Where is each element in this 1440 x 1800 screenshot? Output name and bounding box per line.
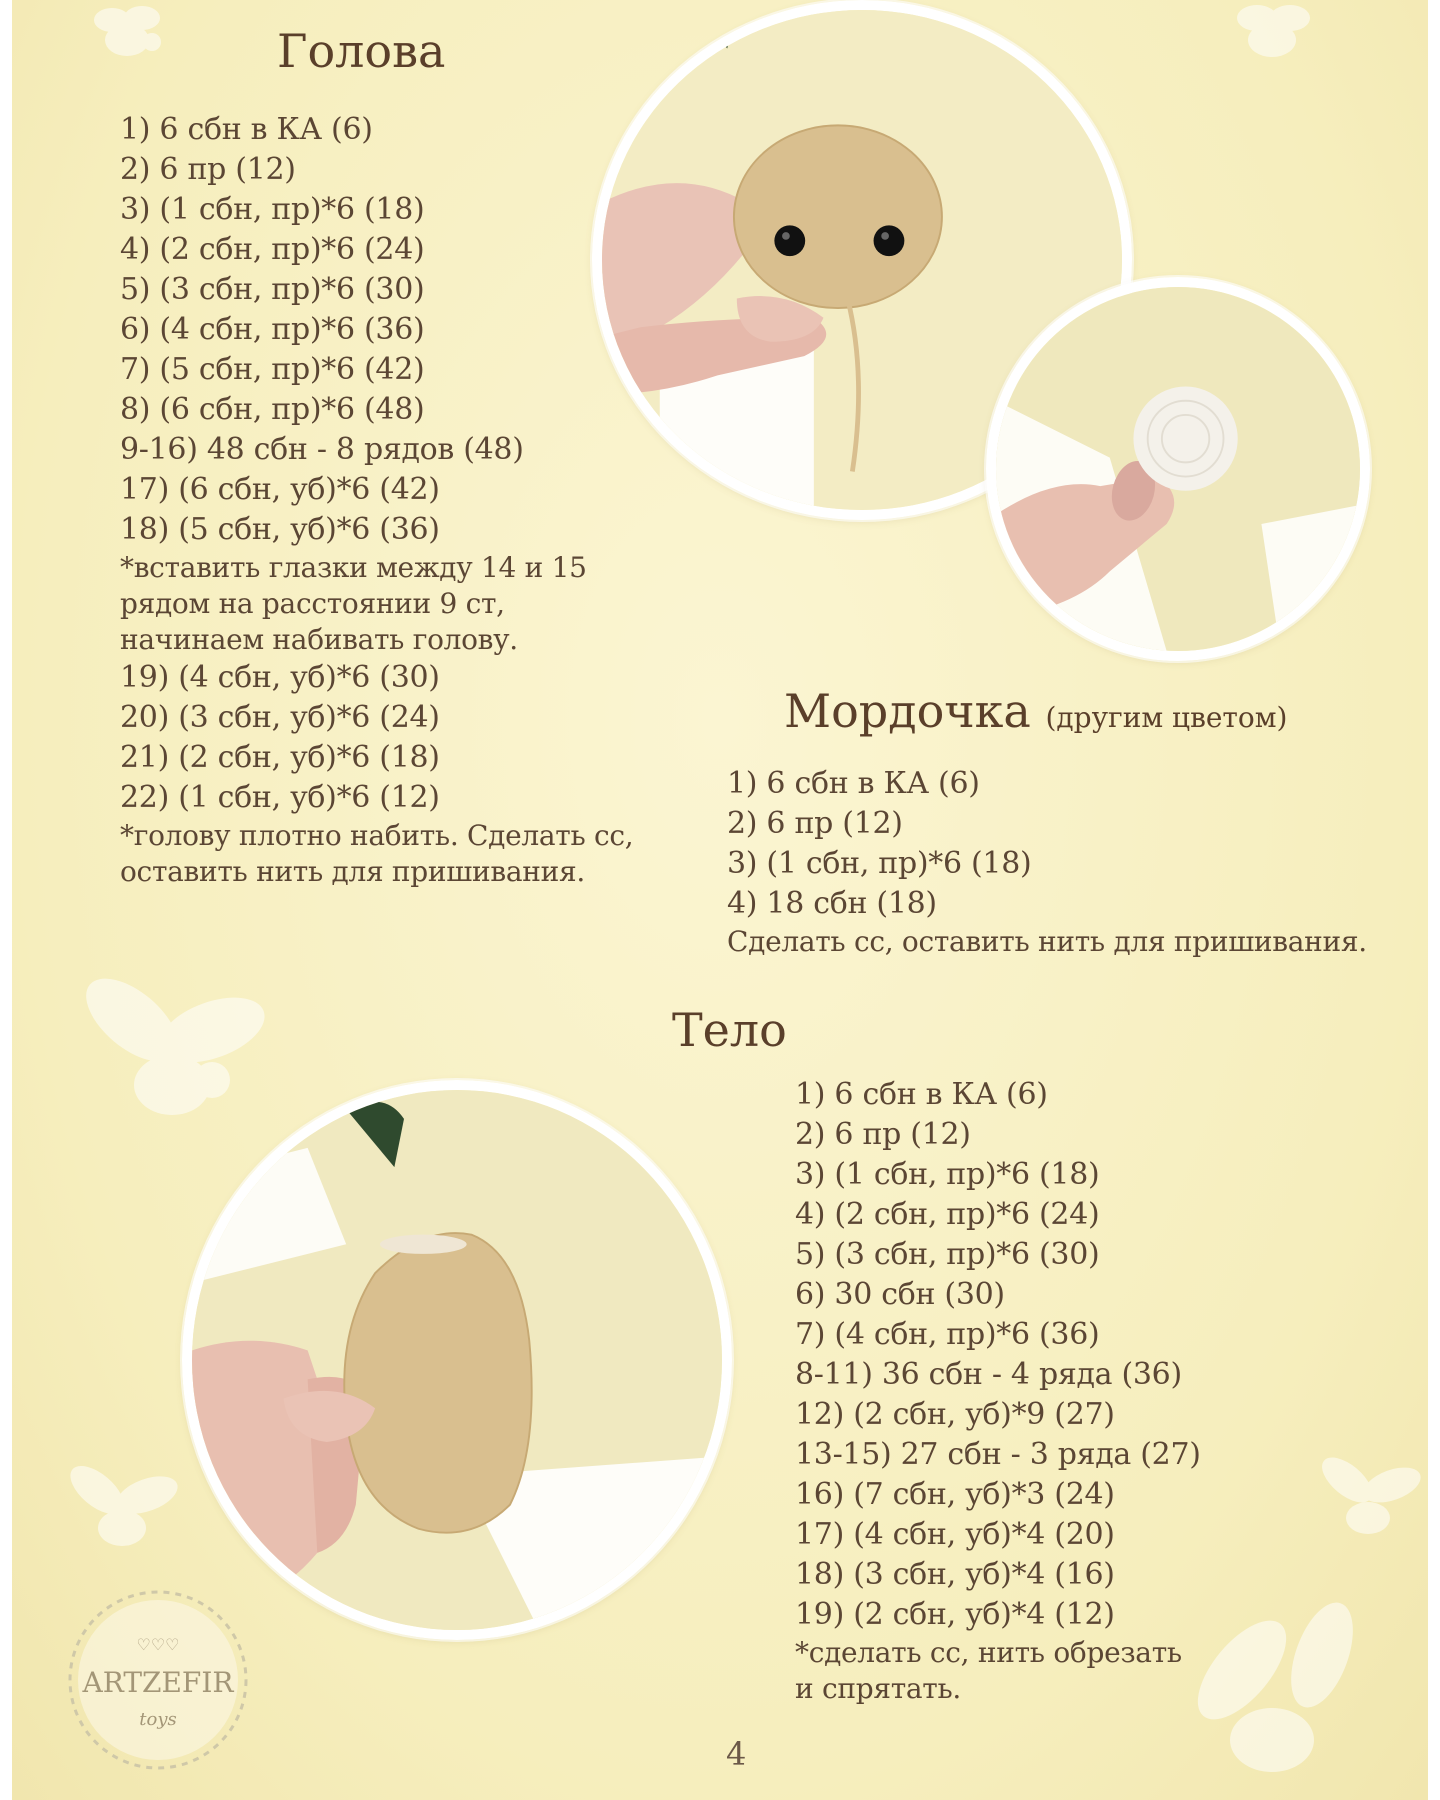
pattern-row: и спрятать. (795, 1672, 962, 1705)
pattern-row: 18) (5 сбн, уб)*6 (36) (120, 512, 440, 547)
pattern-row: 5) (3 сбн, пр)*6 (30) (120, 272, 425, 307)
pattern-row: 1) 6 сбн в КА (6) (727, 766, 980, 801)
pattern-row: *сделать сс, нить обрезать (795, 1636, 1182, 1669)
head-rows (120, 110, 633, 890)
pattern-row: *вставить глазки между 14 и 15 (120, 551, 587, 584)
pattern-row: 19) (2 сбн, уб)*4 (12) (795, 1597, 1115, 1632)
pattern-row: 3) (1 сбн, пр)*6 (18) (120, 192, 425, 227)
pattern-row: 4) 18 сбн (18) (727, 886, 937, 921)
pattern-row: 21) (2 сбн, уб)*6 (18) (120, 740, 440, 775)
pattern-row: 6) 30 сбн (30) (795, 1277, 1005, 1312)
pattern-row: 5) (3 сбн, пр)*6 (30) (795, 1237, 1100, 1272)
pattern-row: начинаем набивать голову. (120, 623, 518, 656)
muzzle-title (784, 684, 1287, 738)
pattern-row: 12) (2 сбн, уб)*9 (27) (795, 1397, 1115, 1432)
pattern-row: рядом на расстоянии 9 ст, (120, 587, 505, 620)
brand-logo (58, 1580, 258, 1780)
pattern-row: 19) (4 сбн, уб)*6 (30) (120, 660, 440, 695)
pattern-row: 8-11) 36 сбн - 4 ряда (36) (795, 1357, 1182, 1392)
pattern-row: 6) (4 сбн, пр)*6 (36) (120, 312, 425, 347)
bee-icon (1302, 1440, 1428, 1550)
pattern-row: 16) (7 сбн, уб)*3 (24) (795, 1477, 1115, 1512)
pattern-row: 7) (4 сбн, пр)*6 (36) (795, 1317, 1100, 1352)
pattern-row: 13-15) 27 сбн - 3 ряда (27) (795, 1437, 1201, 1472)
bee-icon (62, 960, 292, 1140)
body-rows (795, 1075, 1201, 1707)
pattern-row: 22) (1 сбн, уб)*6 (12) (120, 780, 440, 815)
pattern-row: 9-16) 48 сбн - 8 рядов (48) (120, 432, 524, 467)
pattern-row: 2) 6 пр (12) (120, 152, 296, 187)
pattern-row: 4) (2 сбн, пр)*6 (24) (795, 1197, 1100, 1232)
pattern-row: 4) (2 сбн, пр)*6 (24) (120, 232, 425, 267)
pattern-row: *голову плотно набить. Сделать сс, (120, 819, 634, 852)
body-title: Тело (672, 1003, 787, 1057)
pattern-row: 7) (5 сбн, пр)*6 (42) (120, 352, 425, 387)
bee-icon (72, 0, 182, 70)
bee-icon (52, 1450, 192, 1560)
muzzle-photo (986, 277, 1370, 661)
pattern-row: 8) (6 сбн, пр)*6 (48) (120, 392, 425, 427)
pattern-row: 1) 6 сбн в КА (6) (795, 1077, 1048, 1112)
pattern-row: Сделать сс, оставить нить для пришивания. (727, 925, 1367, 958)
pattern-row: 3) (1 сбн, пр)*6 (18) (795, 1157, 1100, 1192)
pattern-row: 17) (6 сбн, уб)*6 (42) (120, 472, 440, 507)
muzzle-title-text: Мордочка (784, 684, 1031, 738)
pattern-row: 2) 6 пр (12) (727, 806, 903, 841)
head-title: Голова (277, 24, 446, 78)
pattern-row: 20) (3 сбн, уб)*6 (24) (120, 700, 440, 735)
pattern-row: 18) (3 сбн, уб)*4 (16) (795, 1557, 1115, 1592)
bee-icon (1212, 0, 1332, 80)
svg-text:♡♡♡: ♡♡♡ (136, 1635, 180, 1654)
pattern-row: оставить нить для пришивания. (120, 855, 585, 888)
svg-text:toys: toys (139, 1709, 177, 1730)
body-photo (182, 1080, 732, 1640)
page-number: 4 (726, 1735, 747, 1773)
pattern-page (12, 0, 1428, 1800)
pattern-row: 3) (1 сбн, пр)*6 (18) (727, 846, 1032, 881)
pattern-row: 17) (4 сбн, уб)*4 (20) (795, 1517, 1115, 1552)
pattern-row: 2) 6 пр (12) (795, 1117, 971, 1152)
muzzle-rows (727, 764, 1367, 960)
svg-text:ARTZEFIR: ARTZEFIR (82, 1666, 234, 1699)
pattern-row: 1) 6 сбн в КА (6) (120, 112, 373, 147)
muzzle-subtitle: (другим цветом) (1045, 701, 1288, 734)
